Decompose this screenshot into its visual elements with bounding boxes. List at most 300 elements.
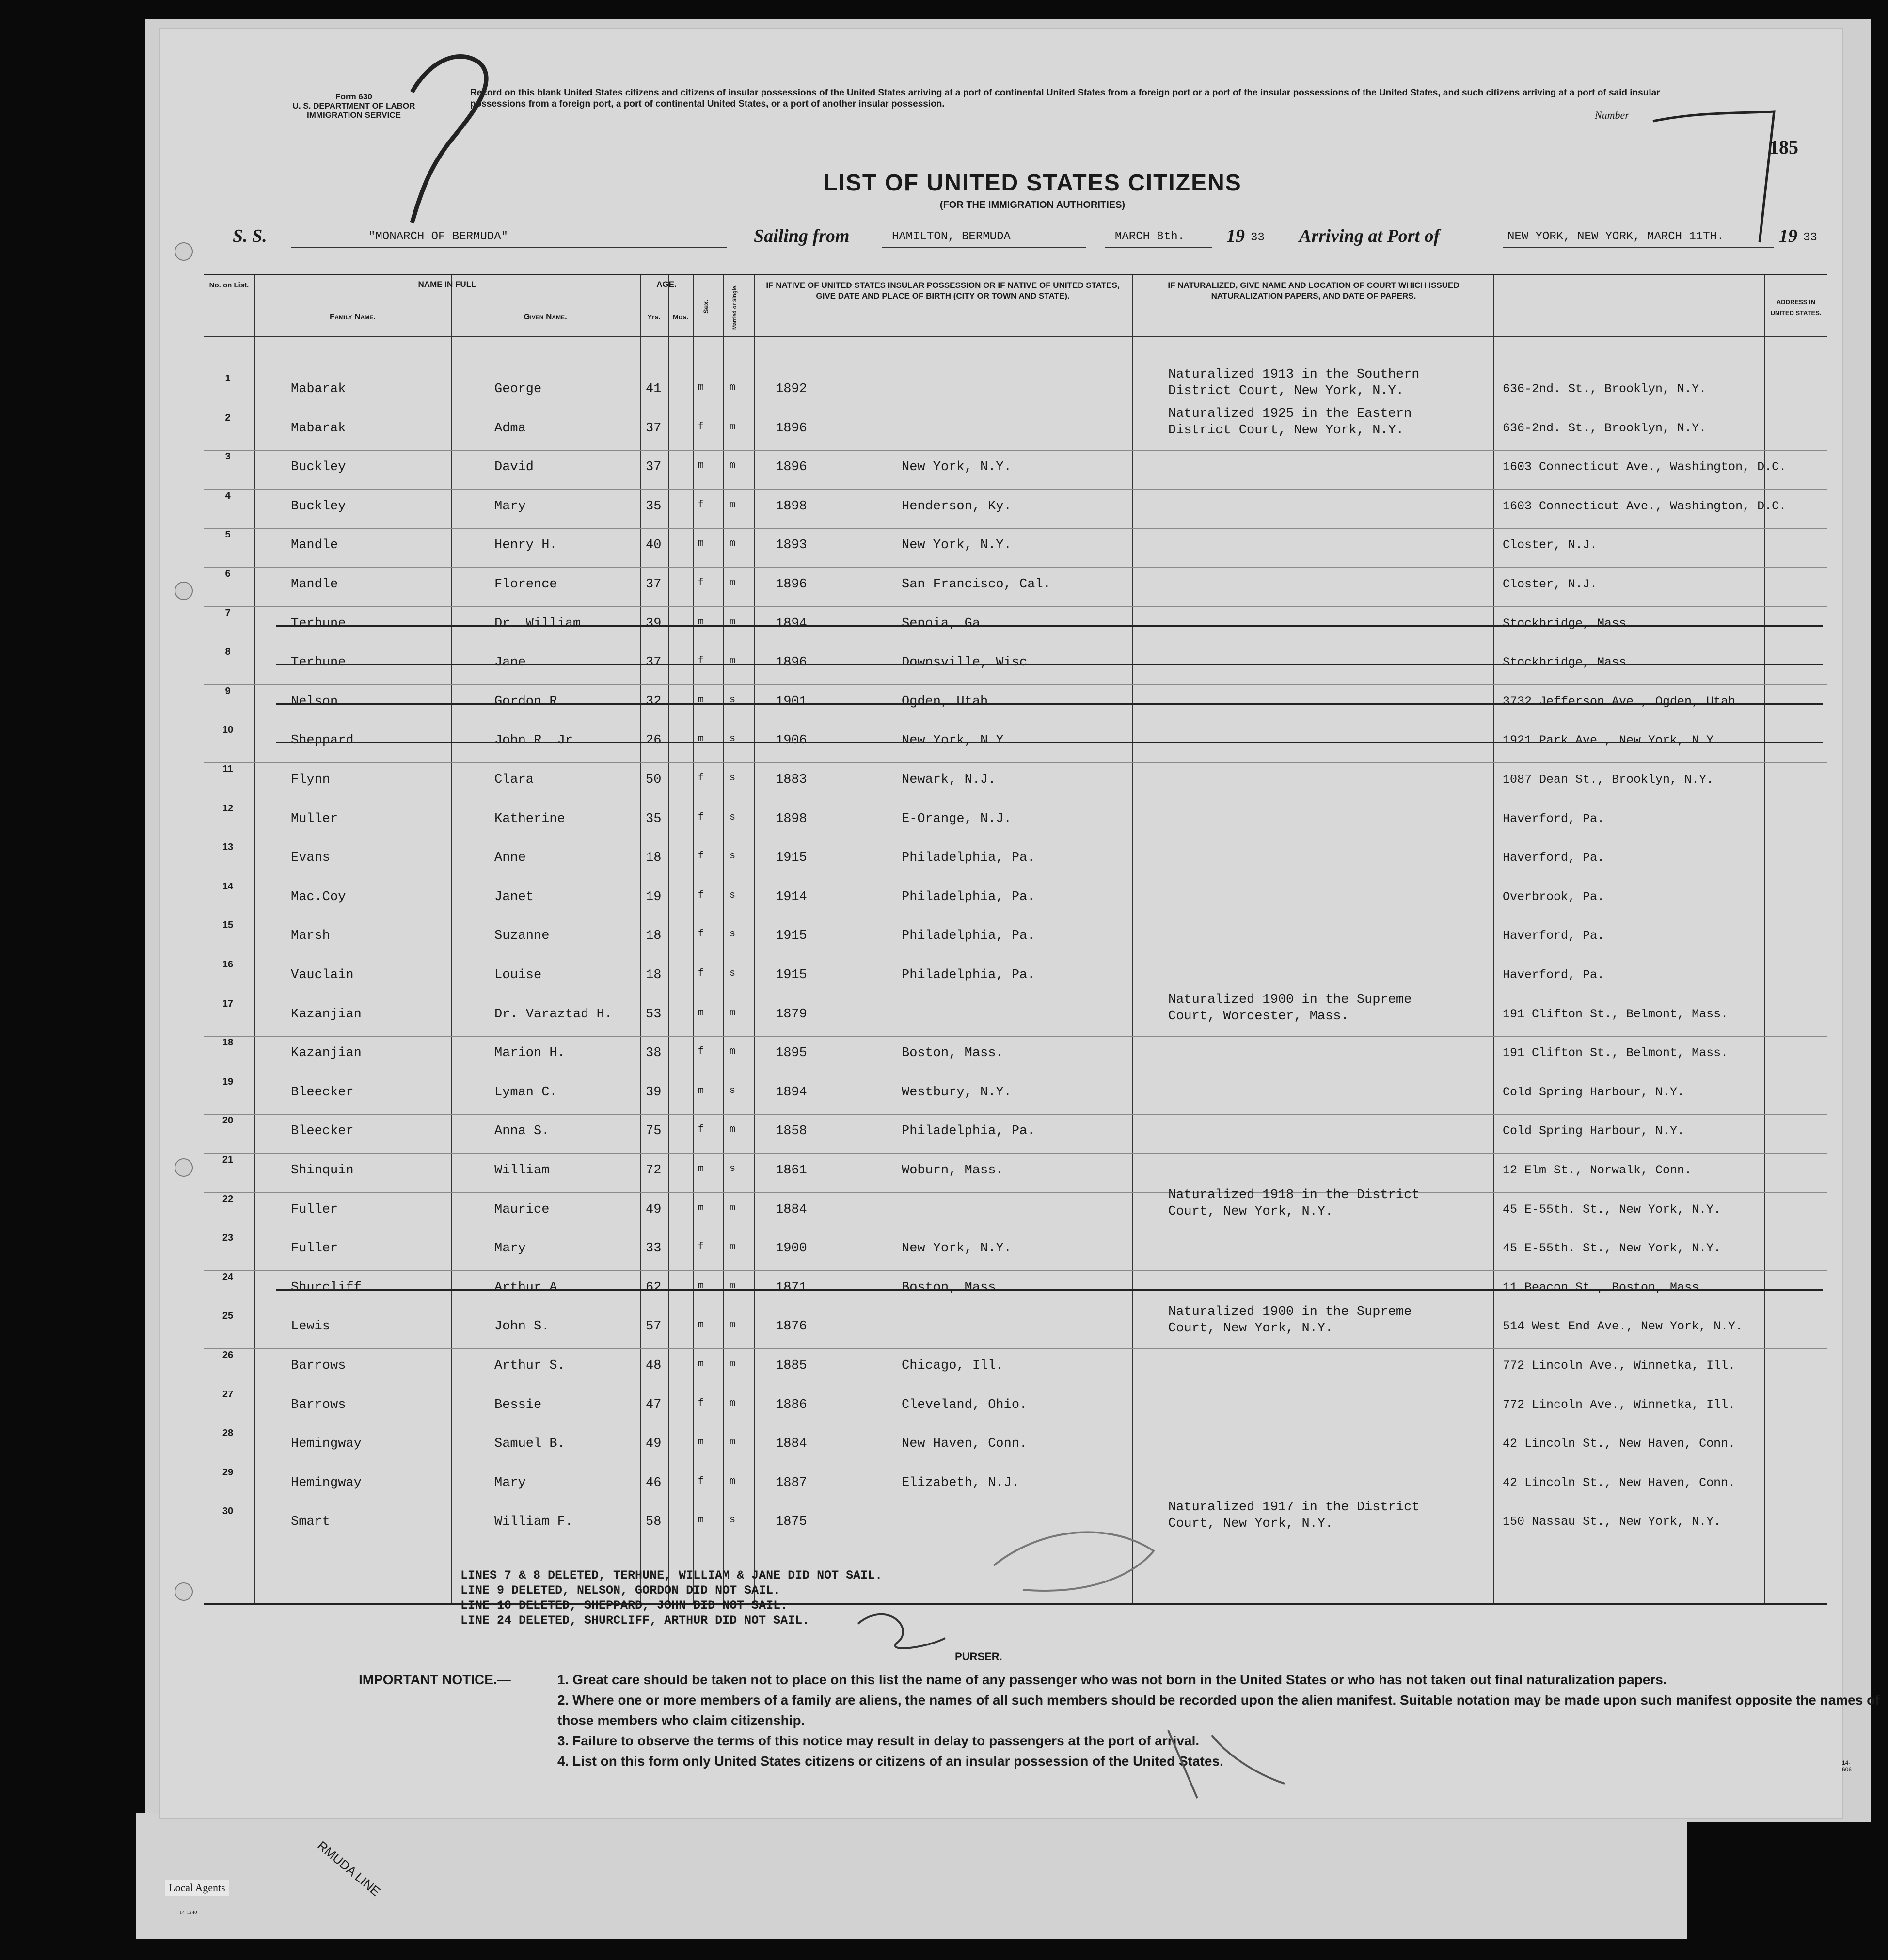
service: IMMIGRATION SERVICE [307,111,401,120]
sex: m [698,733,704,745]
birth-year: 1915 [776,968,807,982]
marital-status: m [730,1397,736,1409]
sex: f [698,929,704,940]
us-address: 636-2nd. St., Brooklyn, N.Y. [1503,421,1707,435]
marital-status: m [730,382,736,393]
family-name: Barrows [291,1359,346,1373]
line-number: 2 [225,412,231,423]
us-address: Cold Spring Harbour, N.Y. [1503,1124,1685,1138]
us-address: 3732 Jefferson Ave., Ogden, Utah. [1503,694,1743,709]
marital-status: s [730,889,736,901]
birth-place: Ogden, Utah. [902,694,996,709]
birth-year: 1885 [776,1359,807,1373]
page-title: LIST OF UNITED STATES CITIZENS [823,170,1242,196]
col-married: Married or Single. [732,285,738,330]
birth-year: 1896 [776,577,807,592]
birth-year: 1886 [776,1397,807,1412]
us-address: Closter, N.J. [1503,577,1598,591]
sex: f [698,577,704,588]
birth-year: 1915 [776,851,807,866]
family-name: Nelson [291,694,338,709]
given-name: Dr. William [494,616,581,631]
marital-status: m [730,1046,736,1058]
birth-year: 1898 [776,811,807,826]
us-address: 636-2nd. St., Brooklyn, N.Y. [1503,382,1707,396]
us-address: 12 Elm St., Norwalk, Conn. [1503,1163,1692,1177]
family-name: Mac.Coy [291,889,346,904]
marital-status: m [730,1359,736,1370]
col-given: Given Name. [524,312,567,321]
line-number: 3 [225,451,231,462]
page-subtitle: (FOR THE IMMIGRATION AUTHORITIES) [939,200,1126,210]
age-years: 53 [646,1007,662,1022]
given-name: Arthur A. [494,1280,565,1295]
marital-status: m [730,1475,736,1487]
table-row [204,1388,1827,1427]
marital-status: m [730,421,736,432]
birth-year: 1894 [776,1085,807,1100]
family-name: Bleecker [291,1085,354,1100]
birth-place: New York, N.Y. [902,733,1012,748]
marital-status: m [730,1007,736,1018]
family-name: Terhune [291,655,346,670]
family-name: Flynn [291,773,331,787]
birth-year: 1896 [776,655,807,670]
sex: f [698,1124,704,1136]
table-row [204,1466,1827,1505]
table-row [204,1500,1827,1544]
family-name: Kazanjian [291,1007,362,1022]
family-name: Lewis [291,1319,331,1334]
family-name: Shinquin [291,1163,354,1178]
age-years: 47 [646,1397,662,1412]
ss-label: S. S. [233,226,267,246]
naturalization-line: Naturalized 1913 in the Southern [1168,367,1420,382]
sex: f [698,811,704,823]
line-number: 24 [222,1271,234,1282]
local-agents-code: 14-1240 [179,1910,197,1915]
birth-place: Philadelphia, Pa. [902,968,1035,982]
birth-place: Newark, N.J. [902,773,996,787]
age-years: 37 [646,421,662,436]
age-years: 19 [646,889,662,904]
given-name: Florence [494,577,557,592]
age-years: 58 [646,1515,662,1530]
ship-name: "MONARCH OF BERMUDA" [368,230,508,243]
sex: m [698,1280,704,1292]
given-name: Dr. Varaztad H. [494,1007,613,1022]
family-name: Barrows [291,1397,346,1412]
naturalization-line: Court, Worcester, Mass. [1168,1009,1349,1024]
purser-label: PURSER. [955,1650,1002,1662]
line-number: 7 [225,607,231,618]
marital-status: s [730,968,736,979]
naturalization-line: Court, New York, N.Y. [1168,1321,1333,1336]
arriving-year: 33 [1803,231,1817,244]
given-name: William [494,1163,550,1178]
birth-place: San Francisco, Cal. [902,577,1051,592]
table-row [204,1232,1827,1271]
age-years: 18 [646,929,662,944]
birth-place: Senoia, Ga. [902,616,988,631]
table-row [204,880,1827,919]
given-name: Adma [494,421,526,436]
marital-status: m [730,1319,736,1331]
birth-year: 1883 [776,773,807,787]
given-name: Arthur S. [494,1359,565,1373]
birth-place: Downsville, Wisc. [902,655,1035,670]
table-row [204,992,1827,1037]
table-row [204,1114,1827,1154]
age-years: 72 [646,1163,662,1178]
line-number: 30 [222,1506,234,1517]
form-header [208,92,499,120]
birth-year: 1914 [776,889,807,904]
given-name: Anna S. [494,1124,550,1139]
birth-year: 1900 [776,1241,807,1256]
marital-status: s [730,851,736,862]
marital-status: s [730,1085,736,1096]
naturalization-line: District Court, New York, N.Y. [1168,384,1404,398]
given-name: Louise [494,968,542,982]
given-name: Samuel B. [494,1437,565,1452]
age-years: 37 [646,460,662,475]
birth-year: 1895 [776,1046,807,1061]
table-row [204,724,1827,763]
passenger-table [204,274,1827,1605]
col-birth: IF NATIVE OF UNITED STATES INSULAR POSSESSION OR IF NATIVE OF UNITED STATES, GIVE DATE AND PLACE OF BIRTH (CITY OR TOWN AND STATE). [766,281,1120,300]
marital-status: m [730,499,736,510]
line-number: 25 [222,1311,234,1322]
arriving-label: Arriving at Port of [1299,226,1440,246]
passenger-rows [204,367,1827,1545]
naturalization-line: Naturalized 1925 in the Eastern [1168,406,1412,421]
table-row [204,958,1827,997]
col-address: ADDRESS IN UNITED STATES. [1770,299,1822,316]
marital-status: s [730,694,736,706]
manifest-page [160,29,1880,1818]
local-agents-label: Local Agents [165,1880,229,1896]
marital-status: m [730,1280,736,1292]
family-name: Shurcliff [291,1280,362,1295]
line-number: 16 [222,959,234,970]
voyage-line [233,225,1817,254]
birth-place: Elizabeth, N.J. [902,1475,1020,1490]
line-number: 1 [225,373,231,384]
us-address: Haverford, Pa. [1503,851,1605,865]
number-label: Number [1595,109,1629,121]
line-number: 23 [222,1233,234,1244]
line-number: 15 [222,920,234,931]
col-sex: Sex. [702,300,710,314]
line-number: 27 [222,1389,234,1400]
table-row [204,607,1827,646]
us-address: 772 Lincoln Ave., Winnetka, Ill. [1503,1359,1736,1373]
naturalization-line: Naturalized 1917 in the District [1168,1500,1420,1515]
family-name: Mabarak [291,421,346,436]
age-years: 35 [646,499,662,514]
birth-year: 1884 [776,1437,807,1452]
us-address: 1921 Park Ave., New York, N.Y. [1503,733,1721,748]
family-name: Buckley [291,460,346,475]
given-name: David [494,460,534,475]
given-name: Mary [494,1241,526,1256]
notice-item: 1. Great care should be taken not to place on this list the name of any passenger who was not born in the United States or who has not taken out final naturalization papers. [557,1672,1667,1687]
table-row [204,1075,1827,1115]
birth-year: 1896 [776,421,807,436]
us-address: 514 West End Ave., New York, N.Y. [1503,1319,1743,1334]
notice-label: IMPORTANT NOTICE.— [359,1672,511,1687]
age-years: 32 [646,694,662,709]
sex: f [698,1475,704,1487]
sex: m [698,460,704,472]
us-address: Haverford, Pa. [1503,929,1605,943]
age-years: 48 [646,1359,662,1373]
given-name: George [494,382,542,396]
page-number: 185 [1769,136,1798,158]
us-address: 1603 Connecticut Ave., Washington, D.C. [1503,499,1787,513]
naturalization-line: Naturalized 1918 in the District [1168,1187,1420,1202]
sex: m [698,616,704,628]
sex: f [698,499,704,510]
strikethrough-line [276,1289,1823,1291]
given-name: Gordon R. [494,694,565,709]
us-address: Closter, N.J. [1503,538,1598,553]
sex: m [698,538,704,550]
us-address: Cold Spring Harbour, N.Y. [1503,1085,1685,1099]
line-number: 28 [222,1428,234,1439]
birth-place: Philadelphia, Pa. [902,889,1035,904]
table-row [204,802,1827,841]
age-years: 18 [646,851,662,866]
age-years: 75 [646,1124,662,1139]
marital-status: m [730,1124,736,1136]
sex: f [698,1241,704,1253]
given-name: Anne [494,851,526,866]
marital-status: s [730,733,736,745]
sailing-port: HAMILTON, BERMUDA [892,230,1011,243]
naturalization-line: Naturalized 1900 in the Supreme [1168,992,1412,1007]
deletion-note: LINE 9 DELETED, NELSON, GORDON DID NOT SAIL. [460,1583,781,1597]
form-instructions: Record on this blank United States citizens and citizens of insular possessions of the United States arriving at a port of continental United States from a foreign port or a port of the insular possessions of the United States, and such citizens arriving at a port of said insular possessions from a foreign port, a port of continental United States, or a port of another insular possession. [470,88,1660,109]
age-years: 35 [646,811,662,826]
punch-hole [175,1158,193,1177]
strikethrough-line [276,703,1823,705]
given-name: Clara [494,773,534,787]
marital-status: m [730,1437,736,1448]
birth-place: Henderson, Ky. [902,499,1012,514]
age-years: 26 [646,733,662,748]
table-row [204,685,1827,724]
us-address: 42 Lincoln St., New Haven, Conn. [1503,1475,1736,1490]
family-name: Hemingway [291,1475,362,1490]
birth-place: New York, N.Y. [902,460,1012,475]
line-number: 10 [222,725,234,736]
sex: f [698,968,704,979]
table-row [204,568,1827,607]
naturalization-line: Court, New York, N.Y. [1168,1204,1333,1219]
given-name: Marion H. [494,1046,565,1061]
punch-hole [175,582,193,600]
us-address: Stockbridge, Mass. [1503,616,1634,631]
us-address: 191 Clifton St., Belmont, Mass. [1503,1046,1729,1060]
strikethrough-line [276,742,1823,743]
family-name: Terhune [291,616,346,631]
birth-year: 1871 [776,1280,807,1295]
line-number: 4 [225,490,231,501]
sex: f [698,889,704,901]
sex: f [698,851,704,862]
birth-year: 1876 [776,1319,807,1334]
given-name: John R. Jr. [494,733,581,748]
marital-status: s [730,1163,736,1174]
family-name: Mandle [291,538,338,553]
line-number: 14 [222,881,234,892]
birth-place: Philadelphia, Pa. [902,1124,1035,1139]
birth-place: E-Orange, N.J. [902,811,1012,826]
form-number: Form 630 [335,92,372,101]
line-number: 6 [225,569,231,579]
age-years: 62 [646,1280,662,1295]
birth-place: Philadelphia, Pa. [902,851,1035,866]
age-years: 49 [646,1437,662,1452]
deletion-note: LINES 7 & 8 DELETED, TERHUNE, WILLIAM & JANE DID NOT SAIL. [460,1568,883,1582]
given-name: Bessie [494,1397,542,1412]
birth-year: 1898 [776,499,807,514]
age-years: 46 [646,1475,662,1490]
notice-item: 2. Where one or more members of a family are aliens, the names of all such members should be recorded upon the alien manifest. Suitable notation may be made upon such manifest opposite the names of those members who claim citizenship. [557,1692,1880,1728]
family-name: Sheppard [291,733,354,748]
sex: f [698,1397,704,1409]
us-address: 772 Lincoln Ave., Winnetka, Ill. [1503,1397,1736,1412]
birth-year: 1915 [776,929,807,944]
birth-year: 1861 [776,1163,807,1178]
sex: f [698,421,704,432]
us-address: Overbrook, Pa. [1503,889,1605,904]
marital-status: m [730,577,736,588]
notice-item: 4. List on this form only United States citizens or citizens of an insular possession of the United States. [557,1754,1223,1769]
table-row [204,367,1827,411]
age-years: 37 [646,577,662,592]
us-address: Haverford, Pa. [1503,811,1605,826]
given-name: Henry H. [494,538,557,553]
table-row [204,1036,1827,1075]
sex: m [698,694,704,706]
birth-place: Cleveland, Ohio. [902,1397,1028,1412]
marital-status: m [730,616,736,628]
age-years: 18 [646,968,662,982]
birth-place: Woburn, Mass. [902,1163,1004,1178]
given-name: Mary [494,499,526,514]
given-name: John S. [494,1319,550,1334]
strikethrough-line [276,625,1823,627]
birth-year: 1858 [776,1124,807,1139]
given-name: Katherine [494,811,565,826]
table-row [204,490,1827,529]
family-name: Fuller [291,1202,338,1217]
us-address: Haverford, Pa. [1503,968,1605,982]
birth-year: 1901 [776,694,807,709]
notice-item: 3. Failure to observe the terms of this notice may result in delay to passengers at the port of arrival. [557,1733,1200,1748]
given-name: William F. [494,1515,573,1530]
line-number: 5 [225,529,231,540]
col-no: No. on List. [209,281,249,289]
us-address: 150 Nassau St., New York, N.Y. [1503,1515,1721,1529]
family-name: Smart [291,1515,331,1530]
naturalization-line: District Court, New York, N.Y. [1168,423,1404,438]
marital-status: s [730,811,736,823]
punch-hole [175,1582,193,1601]
given-name: Lyman C. [494,1085,557,1100]
marital-status: m [730,538,736,550]
birth-year: 1906 [776,733,807,748]
sex: m [698,1085,704,1096]
sex: m [698,1437,704,1448]
given-name: Maurice [494,1202,550,1217]
birth-year: 1892 [776,382,807,396]
table-row [204,1187,1827,1232]
table-row [204,1349,1827,1388]
age-years: 57 [646,1319,662,1334]
line-number: 22 [222,1193,234,1204]
marital-status: m [730,460,736,472]
strikethrough-line [276,664,1823,665]
form-code: 14-606 [1842,1759,1852,1773]
col-name-in-full: NAME IN FULL [418,280,476,289]
line-number: 9 [225,685,231,696]
us-address: 45 E-55th. St., New York, N.Y. [1503,1241,1721,1256]
age-years: 33 [646,1241,662,1256]
us-address: 191 Clifton St., Belmont, Mass. [1503,1007,1729,1021]
sex: m [698,1163,704,1174]
given-name: Suzanne [494,929,550,944]
table-row [204,1154,1827,1193]
given-name: Mary [494,1475,526,1490]
table-row [204,1305,1827,1349]
birth-place: Boston, Mass. [902,1046,1004,1061]
age-years: 39 [646,1085,662,1100]
age-years: 39 [646,616,662,631]
table-row [204,528,1827,568]
arriving-year-prefix: 19 [1779,226,1797,246]
family-name: Muller [291,811,338,826]
birth-place: New York, N.Y. [902,538,1012,553]
sailing-date: MARCH 8th. [1115,230,1185,243]
age-years: 40 [646,538,662,553]
family-name: Bleecker [291,1124,354,1139]
line-number: 18 [222,1037,234,1048]
line-number: 11 [222,764,233,775]
col-naturalized: IF NATURALIZED, GIVE NAME AND LOCATION OF COURT WHICH ISSUED NATURALIZATION PAPERS, AND DATE OF PAPERS. [1168,281,1460,300]
line-number: 17 [222,998,234,1009]
table-row [204,1427,1827,1466]
col-age: AGE. [656,280,677,289]
arriving-port: NEW YORK, NEW YORK, MARCH 11TH. [1507,230,1724,243]
family-name: Mabarak [291,382,346,396]
sex: f [698,1046,704,1058]
naturalization-line: Naturalized 1900 in the Supreme [1168,1305,1412,1320]
age-years: 41 [646,382,662,396]
family-name: Hemingway [291,1437,362,1452]
marital-status: s [730,1515,736,1526]
us-address: 42 Lincoln St., New Haven, Conn. [1503,1437,1736,1451]
marital-status: m [730,1202,736,1214]
family-name: Mandle [291,577,338,592]
line-number: 20 [222,1115,234,1126]
col-mos: Mos. [673,313,688,321]
deletion-note: LINE 24 DELETED, SHURCLIFF, ARTHUR DID NOT SAIL. [460,1613,810,1628]
sex: f [698,655,704,667]
